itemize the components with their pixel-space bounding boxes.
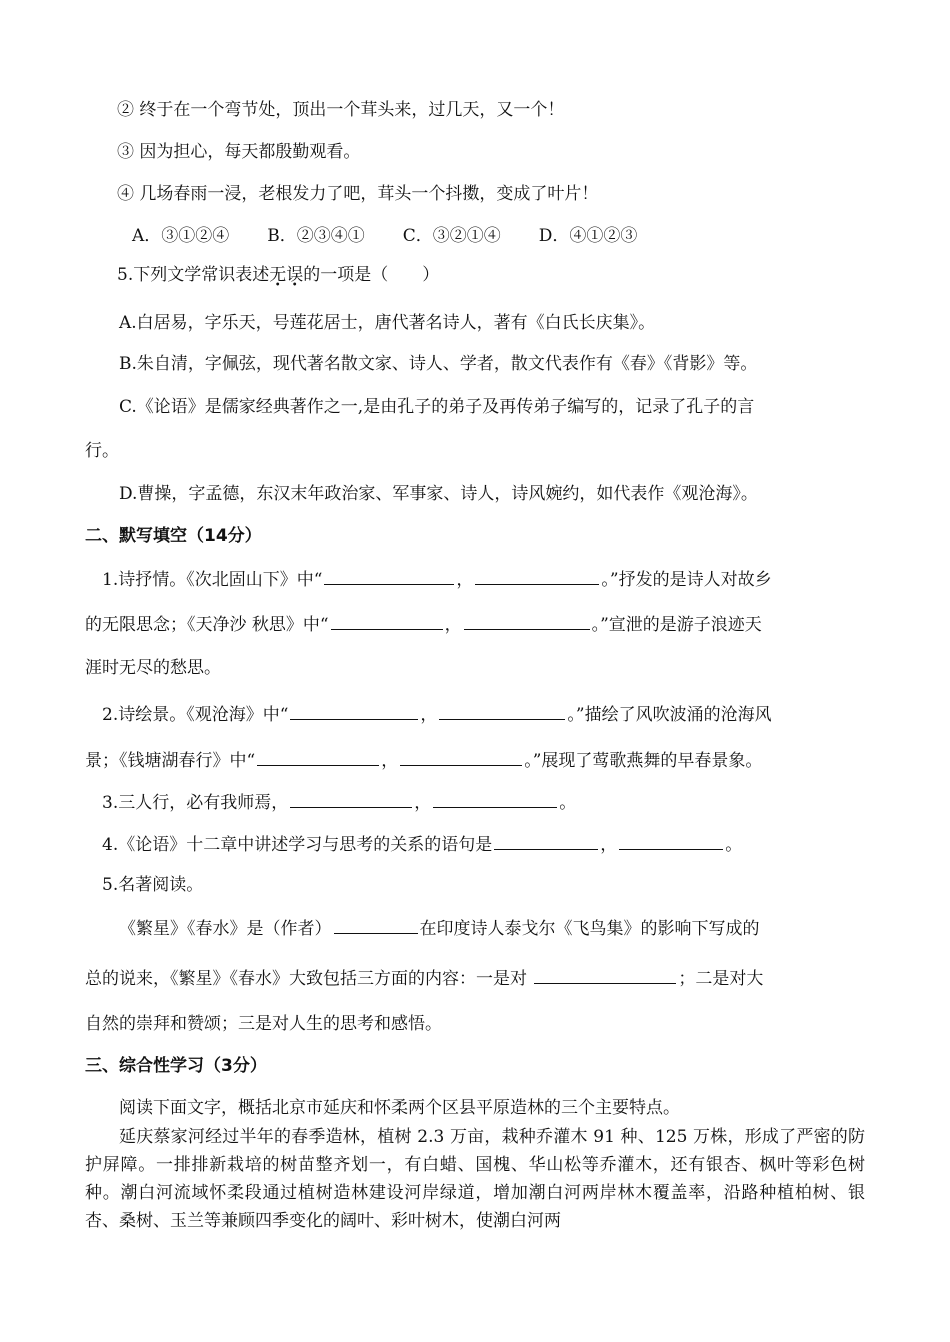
- fill-2-line1: [102, 701, 772, 727]
- blank-2c[interactable]: [257, 747, 379, 766]
- period: 。: [559, 793, 577, 813]
- comma: ，: [420, 705, 438, 725]
- q5-option-c-line2: 行。: [85, 441, 119, 461]
- q4-option-a: A．③①②④: [132, 226, 230, 246]
- blank-2d[interactable]: [400, 747, 522, 766]
- q4-item-4: ④ 几场春雨一浸，老根发力了吧，茸头一个抖擞，变成了叶片！: [117, 184, 599, 204]
- fill-1-text-3: 。”宣泄的是游子浪迹天: [591, 615, 762, 635]
- fill-4-text: 4.《论语》十二章中讲述学习与思考的关系的语句是: [102, 835, 493, 855]
- section-3-intro: 阅读下面文字，概括北京市延庆和怀柔两个区县平原造林的三个主要特点。: [119, 1098, 680, 1118]
- q4-item-3: ③ 因为担心，每天都殷勤观看。: [117, 142, 361, 162]
- q4-option-c: C．③②①④: [402, 226, 501, 246]
- comma: ，: [414, 793, 432, 813]
- comma: ，: [600, 835, 618, 855]
- fill-5-line3: 自然的崇拜和赞颂；三是对人生的思考和感悟。: [85, 1014, 442, 1034]
- fill-2-text-end: 。”描绘了风吹波涌的沧海风: [567, 705, 772, 725]
- blank-3a[interactable]: [290, 789, 412, 808]
- blank-1d[interactable]: [464, 611, 590, 630]
- blank-2b[interactable]: [439, 701, 565, 720]
- q5-emphasis-2: 误: [286, 265, 304, 285]
- fill-5-title: 5.名著阅读。: [102, 875, 204, 895]
- fill-1-text-end: 。”抒发的是诗人对故乡: [601, 570, 772, 590]
- fill-2-text: 2.诗绘景。《观沧海》中“: [102, 705, 289, 725]
- q4-options: [132, 224, 675, 248]
- q5-stem-text: 5.下列文学常识表述: [117, 265, 270, 285]
- q5-option-a: A.白居易，字乐天，号莲花居士，唐代著名诗人，著有《白氏长庆集》。: [119, 313, 656, 333]
- fill-1-line2: [85, 611, 762, 637]
- fill-2-text-end-2: 。”展现了莺歌燕舞的早春景象。: [524, 751, 763, 771]
- fill-3-text: 3.三人行，必有我师焉，: [102, 793, 289, 813]
- q5-emphasis-1: 无: [269, 265, 287, 285]
- q5-stem: [117, 263, 439, 287]
- fill-1-line3: 涯时无尽的愁思。: [85, 658, 221, 678]
- blank-3b[interactable]: [433, 789, 557, 808]
- q4-item-2: ② 终于在一个弯节处，顶出一个茸头来，过几天，又一个！: [117, 100, 565, 120]
- fill-1-line1: [102, 566, 772, 592]
- fill-2-text-2: 景；《钱塘湖春行》中“: [85, 751, 256, 771]
- blank-1b[interactable]: [475, 566, 599, 585]
- blank-1a[interactable]: [324, 566, 454, 585]
- q5-stem-end: 的一项是（ ）: [303, 265, 440, 285]
- fill-5-text-end: 在印度诗人泰戈尔《飞鸟集》的影响下写成的: [419, 919, 760, 939]
- q5-option-c-line1: C.《论语》是儒家经典著作之一,是由孔子的弟子及再传弟子编写的，记录了孔子的言: [119, 397, 755, 417]
- blank-4a[interactable]: [494, 831, 598, 850]
- comma: ，: [381, 751, 399, 771]
- fill-1-text: 1.诗抒情。《次北固山下》中“: [102, 570, 323, 590]
- comma: ，: [444, 615, 462, 635]
- fill-2-line2: [85, 747, 762, 773]
- period: 。: [725, 835, 743, 855]
- fill-5-line1: [119, 915, 760, 941]
- fill-5-text-2: 总的说来，《繁星》《春水》大致包括三方面的内容：一是对: [85, 969, 533, 989]
- comma: ，: [456, 570, 474, 590]
- blank-2a[interactable]: [290, 701, 418, 720]
- fill-3: [102, 789, 576, 815]
- fill-1-text-2: 的无限思念；《天净沙 秋思》中“: [85, 615, 329, 635]
- section-3-heading: 三、综合性学习（3分）: [85, 1056, 267, 1076]
- q4-option-d: D．④①②③: [538, 226, 638, 246]
- blank-5b[interactable]: [534, 965, 676, 984]
- fill-5-text-3: ；二是对大: [678, 969, 764, 989]
- blank-5a[interactable]: [334, 915, 418, 934]
- fill-5-line2: [85, 965, 763, 991]
- q5-option-d: D.曹操，字孟德，东汉末年政治家、军事家、诗人，诗风婉约，如代表作《观沧海》。: [119, 484, 758, 504]
- section-3-passage: 延庆蔡家河经过半年的春季造林，植树 2.3 万亩，栽种乔灌木 91 种、125 万株，形成了严密的防护屏障。一排排新栽培的树苗整齐划一，有白蜡、国槐、华山松等乔灌木，还有银杏、枫叶等彩色树种。潮白河流域怀柔段通过植树造林建设河岸绿道，增加潮白河两岸林木覆盖率，沿路种植柏树、银杏、桑树、玉兰等兼顾四季变化的阔叶、彩叶树木，使潮白河两: [85, 1127, 865, 1231]
- q5-option-b: B.朱自清，字佩弦，现代著名散文家、诗人、学者，散文代表作有《春》《背影》等。: [119, 354, 758, 374]
- section-2-heading: 二、默写填空（14分）: [85, 526, 262, 546]
- q4-option-b: B．②③④①: [267, 226, 365, 246]
- fill-4: [102, 831, 742, 857]
- blank-1c[interactable]: [331, 611, 443, 630]
- fill-5-text: 《繁星》《春水》是（作者）: [119, 919, 332, 939]
- blank-4b[interactable]: [619, 831, 723, 850]
